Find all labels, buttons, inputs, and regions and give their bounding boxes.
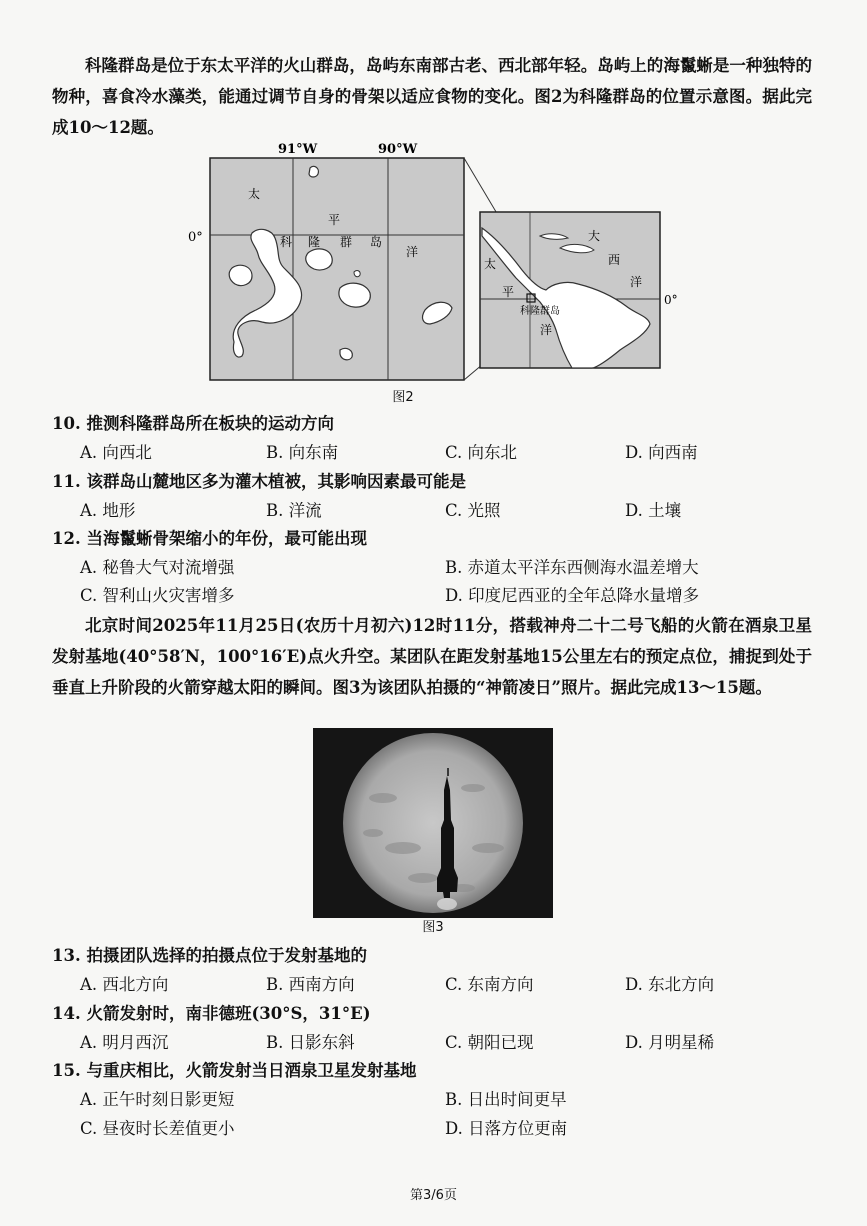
- q11-option-d[interactable]: D. 土壤: [625, 501, 682, 520]
- fernandina-island: [229, 265, 252, 285]
- inset-char-xi: 西: [608, 253, 621, 267]
- q13-option-a[interactable]: A. 西北方向: [80, 975, 169, 994]
- q15-option-d[interactable]: D. 日落方位更南: [445, 1119, 568, 1138]
- main-sea-char-tai: 太: [248, 187, 261, 201]
- main-island-char-2: 隆: [308, 235, 321, 249]
- figure2-caption: 图2: [392, 390, 414, 405]
- q11-option-b[interactable]: B. 洋流: [266, 501, 322, 520]
- question-11-stem: 11. 该群岛山麓地区多为灌木植被，其影响因素最可能是: [52, 472, 466, 491]
- inset-lat-label-0: 0°: [664, 293, 678, 307]
- page-number: 第3/6页: [410, 1188, 457, 1203]
- question-14-stem: 14. 火箭发射时，南非德班(30°S，31°E): [52, 1004, 371, 1023]
- lat-label-0: 0°: [188, 230, 203, 245]
- q14-option-c[interactable]: C. 朝阳已现: [445, 1033, 534, 1052]
- inset-char-yang-pacific: 洋: [540, 323, 553, 337]
- sun-disk: [343, 733, 523, 913]
- q14-option-a[interactable]: A. 明月西沉: [80, 1033, 169, 1052]
- inset-char-yang-atlantic: 洋: [630, 275, 643, 289]
- santiago-island: [306, 249, 332, 270]
- question-12-stem: 12. 当海鬣蜥骨架缩小的年份，最可能出现: [52, 529, 367, 548]
- q12-option-d[interactable]: D. 印度尼西亚的全年总降水量增多: [445, 586, 700, 605]
- main-sea-char-ping: 平: [328, 213, 341, 227]
- q10-option-c[interactable]: C. 向东北: [445, 443, 518, 462]
- small-island-1: [354, 271, 360, 277]
- q15-option-b[interactable]: B. 日出时间更早: [445, 1090, 567, 1109]
- q13-option-d[interactable]: D. 东北方向: [625, 975, 715, 994]
- q15-option-a[interactable]: A. 正午时刻日影更短: [80, 1090, 235, 1109]
- q14-option-b[interactable]: B. 日影东斜: [266, 1033, 355, 1052]
- figure2-map: [180, 138, 680, 388]
- lon-label-91w: 91°W: [278, 142, 318, 157]
- santa-cruz-island: [339, 283, 370, 307]
- inset-char-ping: 平: [502, 285, 515, 299]
- lon-label-90w: 90°W: [378, 142, 418, 157]
- q12-option-b[interactable]: B. 赤道太平洋东西侧海水温差增大: [445, 558, 699, 577]
- espanola-island: [340, 348, 352, 359]
- inset-char-tai: 太: [484, 257, 497, 271]
- q12-option-c[interactable]: C. 智利山火灾害增多: [80, 586, 235, 605]
- main-island-char-1: 科: [280, 235, 293, 249]
- q13-option-c[interactable]: C. 东南方向: [445, 975, 534, 994]
- figure3-caption: 图3: [422, 920, 444, 935]
- q10-option-b[interactable]: B. 向东南: [266, 443, 339, 462]
- q14-option-d[interactable]: D. 月明星稀: [625, 1033, 715, 1052]
- question-10-stem: 10. 推测科隆群岛所在板块的运动方向: [52, 414, 334, 433]
- question-15-stem: 15. 与重庆相比，火箭发射当日酒泉卫星发射基地: [52, 1061, 417, 1080]
- q13-option-b[interactable]: B. 西南方向: [266, 975, 355, 994]
- q10-option-d[interactable]: D. 向西南: [625, 443, 698, 462]
- q11-option-c[interactable]: C. 光照: [445, 501, 501, 520]
- figure3-photo: [313, 728, 553, 918]
- passage-rocket-launch: 北京时间2025年11月25日(农历十月初六)12时11分，搭载神舟二十二号飞船的火箭在酒泉卫星发射基地(40°58′N，100°16′E)点火升空。某团队在距发射基地15公里左右的预定点位，捕捉到处于垂直上升阶段的火箭穿越太阳的瞬间。图3为该团队拍摄的“神箭凌日”照片。据此完成13～15题。: [52, 616, 812, 697]
- main-sea-char-yang: 洋: [406, 245, 419, 259]
- q15-option-c[interactable]: C. 昼夜时长差值更小: [80, 1119, 235, 1138]
- inset-char-da: 大: [588, 229, 601, 243]
- main-island-char-4: 岛: [370, 235, 383, 249]
- passage-galapagos: 科隆群岛是位于东太平洋的火山群岛，岛屿东南部古老、西北部年轻。岛屿上的海鬣蜥是一种独特的物种，喜食冷水藻类，能通过调节自身的骨架以适应食物的变化。图2为科隆群岛的位置示意图。据此完成10～12题。: [52, 56, 812, 137]
- q10-option-a[interactable]: A. 向西北: [80, 443, 152, 462]
- question-13-stem: 13. 拍摄团队选择的拍摄点位于发射基地的: [52, 946, 367, 965]
- inset-islands-label: 科隆群岛: [520, 306, 560, 317]
- pinta-island: [309, 166, 318, 177]
- main-island-char-3: 群: [340, 235, 353, 249]
- q12-option-a[interactable]: A. 秘鲁大气对流增强: [80, 558, 235, 577]
- q11-option-a[interactable]: A. 地形: [80, 501, 136, 520]
